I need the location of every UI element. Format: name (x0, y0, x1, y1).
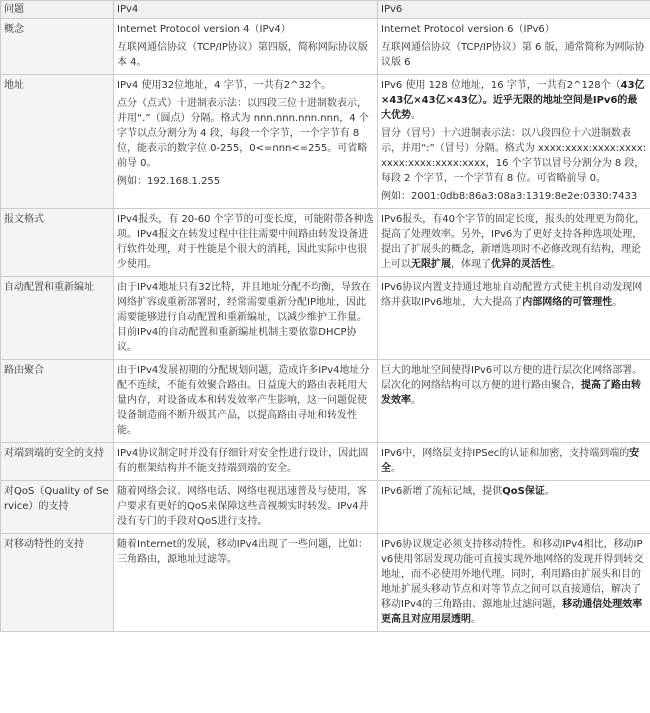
ipv6-paragraph (381, 212, 647, 272)
ipv6-paragraph (381, 126, 647, 186)
ipv6-paragraph (381, 537, 647, 627)
header-ipv4: IPv4 (114, 1, 378, 19)
cell-text: 。 (411, 395, 421, 406)
row-label: 地址 (1, 75, 114, 209)
ipv6-cell (378, 443, 650, 481)
cell-text: 。 (544, 486, 555, 497)
cell-text: 互联网通信协议（TCP/IP协议）第 6 版，通常简称为网际协议版 6 (381, 42, 645, 68)
ipv6-cell (378, 360, 650, 443)
ipv4-paragraph (117, 40, 374, 70)
ipv4-paragraph (117, 363, 374, 438)
bold-text: QoS保证 (502, 486, 545, 497)
ipv6-cell (378, 75, 650, 209)
ipv4-cell (114, 534, 378, 632)
cell-text: IPv4协议制定时并没有仔细针对安全性进行设计，因此固有的框架结构并不能支持端到端的安全。 (117, 448, 369, 474)
ipv4-paragraph (117, 78, 374, 93)
table-row (1, 534, 650, 632)
cell-text: 。 (551, 259, 561, 270)
row-label: 路由聚合 (1, 360, 114, 443)
row-label: 概念 (1, 19, 114, 75)
cell-text: Internet Protocol version 6（IPv6） (381, 24, 555, 35)
row-label: 自动配置和重新编址 (1, 277, 114, 360)
ipv4-paragraph (117, 96, 374, 171)
cell-text: 冒分（冒号）十六进制表示法：以八段四位十六进制数表示，并用“:”（冒号）分隔。格式为 xxxx:xxxx:xxxx:xxxx:xxxx:xxxx:xxxx:xxxx，16 个字节以冒号分割分为 8 段，每段 2 个字节，一个字节有 8 位。可省略前导 0。 (381, 128, 647, 184)
ipv6-cell (378, 209, 650, 277)
ipv6-cell (378, 534, 650, 632)
cell-text: IPv6协议内置支持通过地址自动配置方式使主机自动发现网络并获取IPv6地址，大大提高了 (381, 282, 643, 308)
ipv6-paragraph (381, 484, 647, 499)
table-row (1, 277, 650, 360)
cell-text: 由于IPv4发展初期的分配规划问题，造成许多IPv4地址分配不连续，不能有效聚合路由。日益庞大的路由表耗用大量内存，对设备成本和转发效率产生影响，这一问题促使设备制造商不断升级其产品，以提高路由寻址和转发性能。 (117, 365, 370, 436)
ipv4-cell (114, 481, 378, 534)
ipv6-paragraph (381, 280, 647, 310)
row-label: 报文格式 (1, 209, 114, 277)
cell-text: IPv6中，网络层支持IPSec的认证和加密，支持端到端的 (381, 448, 630, 459)
row-label: 对QoS（Quality of Service）的支持 (1, 481, 114, 534)
table-row (1, 75, 650, 209)
cell-text: IPv6协议规定必须支持移动特性。和移动IPv4相比，移动IPv6使用邻居发现功能可直接实现外地网络的发现并得到转交地址，而不必使用外地代理。同时，利用路由扩展头和目的地址扩展头移动节点和对等节点之间可以直接通信，解决了移动IPv4的三角路由、源地址过滤问题， (381, 539, 644, 610)
ipv6-cell (378, 277, 650, 360)
row-label: 对移动特性的支持 (1, 534, 114, 632)
cell-text: 巨大的地址空间使得IPv6可以方便的进行层次化网络部署。层次化的网络结构可以方便的进行路由聚合， (381, 365, 643, 391)
cell-text: IPv4 使用32位地址，4 字节，一共有2^32个。 (117, 80, 332, 91)
cell-text: IPv6 使用 128 位地址，16 字节，一共有2^128个（ (381, 80, 621, 91)
ipv4-paragraph (117, 484, 374, 529)
ipv4-cell (114, 443, 378, 481)
ipv4-paragraph (117, 280, 374, 355)
cell-text: 互联网通信协议（TCP/IP协议）第四版，简称网际协议版本 4。 (117, 42, 368, 68)
ipv4-paragraph (117, 174, 374, 189)
bold-text: 内部网络的可管理性 (522, 297, 613, 308)
bold-text: 43亿×43亿×43亿×43亿）。近乎无限的地址空间是IPv6的最大优势 (381, 80, 645, 121)
ipv6-paragraph (381, 22, 647, 37)
cell-text: 。 (612, 297, 623, 308)
bold-text: 提高了路由转发效率 (381, 380, 641, 406)
cell-text: 随着Internet的发展，移动IPv4出现了一些问题，比如：三角路由，源地址过滤等。 (117, 539, 368, 565)
ipv6-paragraph (381, 189, 647, 204)
ipv6-cell (378, 481, 650, 534)
bold-text: 安全 (381, 448, 640, 474)
cell-text: IPv4报头，有 20-60 个字节的可变长度，可能附带各种选项。IPv4报文在转发过程中往往需要中间路由转发设备进行软件处理，对于性能是个很大的消耗，因此实际中也很少使用。 (117, 214, 374, 270)
cell-text: 由于IPv4地址只有32比特，并且地址分配不均衡，导致在网络扩容或重新部署时，经常需要重新分配IP地址，因此需要能够进行自动配置和重新编址，以减少维护工作量。目前IPv4的自动配置和重新编址机制主要依靠DHCP协议。 (117, 282, 371, 353)
bold-text: 无限扩展 (411, 259, 451, 270)
cell-text: IPv6报头，有40个字节的固定长度，报头的处理更为简化，提高了处理效率。另外，IPv6为了更好支持各种选项处理，提出了扩展头的概念，新增选项时不必修改现有结构，理论上可以 (381, 214, 645, 270)
header-row (1, 1, 650, 19)
ipv6-paragraph (381, 446, 647, 476)
cell-text: 。 (411, 110, 421, 121)
ipv4-paragraph (117, 446, 374, 476)
cell-text: 例如：2001:0db8:86a3:08a3:1319:8e2e:0330:7433 (381, 191, 638, 202)
header-ipv6: IPv6 (378, 1, 650, 19)
cell-text: IPv6新增了流标记域，提供 (381, 486, 503, 497)
cell-text: 。 (471, 614, 481, 625)
ipv4-cell (114, 19, 378, 75)
row-label: 对端到端的安全的支持 (1, 443, 114, 481)
table-row (1, 209, 650, 277)
table-row (1, 481, 650, 534)
ipv6-paragraph (381, 40, 647, 70)
ipv4-cell (114, 209, 378, 277)
ipv4-paragraph (117, 537, 374, 567)
ipv6-paragraph (381, 363, 647, 408)
cell-text: Internet Protocol version 4（IPv4） (117, 24, 291, 35)
bold-text: 移动通信处理效率更高且对应用层透明 (381, 599, 643, 625)
ipv4-cell (114, 277, 378, 360)
ipv4-paragraph (117, 212, 374, 272)
table-row (1, 360, 650, 443)
cell-text: 例如：192.168.1.255 (117, 176, 221, 187)
ipv4-cell (114, 75, 378, 209)
ipv4-cell (114, 360, 378, 443)
ipv6-cell (378, 19, 650, 75)
header-question: 问题 (1, 1, 114, 19)
cell-text: 。 (391, 463, 401, 474)
cell-text: 随着网络会议、网络电话、网络电视迅速普及与使用，客户要求有更好的QoS来保障这些音视频实时转发。IPv4并没有专门的手段对QoS进行支持。 (117, 486, 369, 527)
table-row (1, 443, 650, 481)
bold-text: 优异的灵活性 (491, 259, 551, 270)
cell-text: ，体现了 (451, 259, 491, 270)
table-row (1, 19, 650, 75)
ipv4-paragraph (117, 22, 374, 37)
cell-text: 点分（点式）十进制表示法：以四段三位十进制数表示，并用“.”（圆点）分隔。格式为 nnn.nnn.nnn.nnn，4 个字节以点分割分为 4 段，每段一个字节，一个字节有 8 位，能表示的数字位 0-255，0<=nnn<=255。可省略前导 0。 (117, 98, 369, 169)
ipv6-paragraph (381, 78, 647, 123)
